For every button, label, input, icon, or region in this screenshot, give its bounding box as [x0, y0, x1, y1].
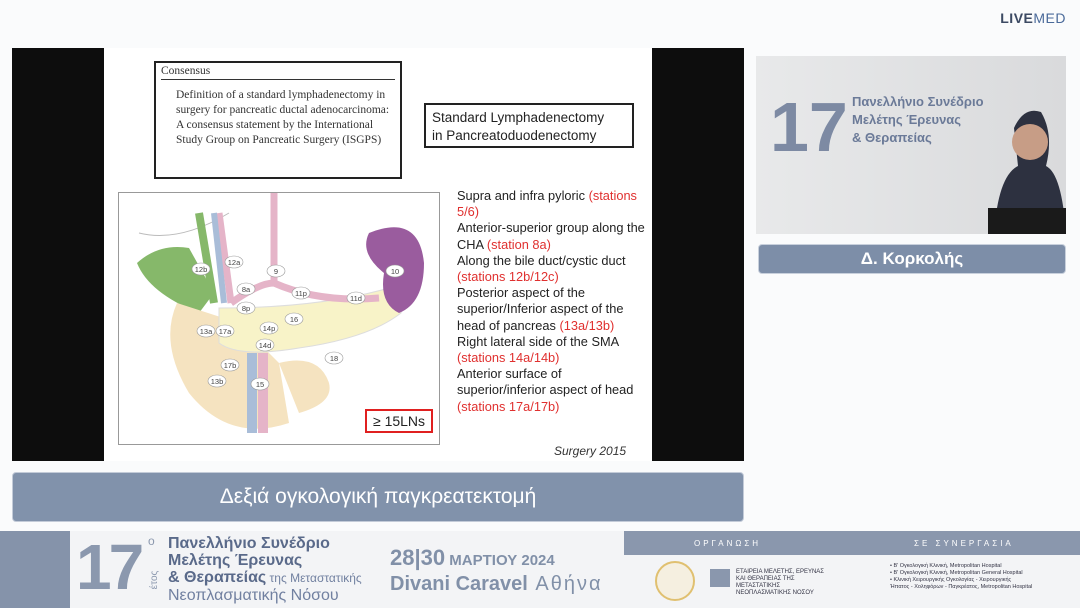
presentation-slide	[12, 48, 744, 461]
partner-item: • Κλινική Χειρουργικής Ογκολογίας - Χειρουργικής	[890, 577, 1012, 583]
conference-name: Πανελλήνιο Συνέδριο Μελέτης Έρευνας & Θεραπείας της Μεταστατικής Νεοπλασματικής Νόσου	[168, 535, 362, 604]
organizers-header: ΟΡΓΑΝΩΣΗ ΣΕ ΣΥΝΕΡΓΑΣΙΑ	[624, 531, 1080, 555]
edition-year-label: έτος	[149, 570, 160, 590]
station-label: 12a	[227, 258, 241, 267]
organizer-name: ΕΤΑΙΡΕΙΑ ΜΕΛΕΤΗΣ, ΕΡΕΥΝΑΣ ΚΑΙ ΘΕΡΑΠΕΙΑΣ ΤΗΣ ΜΕΤΑΣΤΑΤΙΚΗΣ ΝΕΟΠΛΑΣΜΑΤΙΚΗΣ ΝΟΣΟΥ	[736, 569, 825, 596]
station-label: 18	[329, 354, 339, 363]
slide-title-line1: Standard Lymphadenectomy	[432, 110, 605, 125]
station-item: Anterior-superior group along the CHA (station 8a)	[457, 220, 645, 252]
station-item: Posterior aspect of the superior/Inferior aspect of the head of pancreas (13a/13b)	[457, 285, 624, 333]
conference-emblem	[0, 531, 70, 608]
station-label: 13b	[210, 377, 224, 386]
station-list	[457, 188, 652, 415]
lecture-caption: Δεξιά ογκολογική παγκρεατεκτομή	[12, 472, 744, 522]
consensus-box	[154, 61, 402, 179]
slide-title-line2: in Pancreatoduodenectomy	[432, 128, 597, 143]
partner-item: • Β' Ογκολογική Κλινική, Metropolitan Hospital	[890, 563, 1002, 569]
station-item: Anterior surface of superior/inferior aspect of head (stations 17a/17b)	[457, 366, 634, 414]
svg-text:Πανελλήνιο Συνέδριο: Πανελλήνιο Συνέδριο	[852, 94, 984, 109]
citation: Surgery 2015	[554, 444, 627, 458]
consensus-header: Consensus	[161, 65, 395, 80]
station-label: 14p	[262, 324, 276, 333]
conference-date: 28|30 ΜΑΡΤΙΟΥ 2024	[390, 545, 555, 570]
consensus-body: Definition of a standard lymphadenectomy in surgery for pancreatic ductal adenocarcinoma: A consensus statement by the International Study Group on Pancreatic Surgery (ISGPS)	[176, 89, 390, 146]
society-seal-icon	[655, 561, 695, 601]
station-label: 9	[273, 267, 279, 276]
conference-venue: Divani Caravel Αθήνα	[390, 573, 603, 595]
slide-title-box	[424, 103, 634, 148]
station-label: 8p	[241, 304, 251, 313]
station-item: Along the bile duct/cystic duct (stations 12b/12c)	[457, 252, 626, 285]
station-label: 16	[289, 315, 299, 324]
pancreas-diagram	[118, 192, 440, 445]
partner-item: Ήπατος - Χοληφόρων - Παγκρέατος, Metropolitan Hospital	[890, 584, 1033, 590]
society-logo-icon	[710, 569, 730, 587]
station-label: 14d	[258, 341, 272, 350]
station-item: Right lateral side of the SMA (stations 14a/14b)	[457, 333, 619, 366]
edition-number: 17	[76, 531, 142, 603]
station-label: 11p	[295, 289, 307, 298]
station-label: 15	[255, 380, 265, 389]
station-label: 11d	[350, 294, 362, 303]
station-label: 8a	[241, 285, 251, 294]
station-label: 17a	[218, 327, 232, 336]
station-label: 12b	[194, 265, 208, 274]
edition-sup: ο	[148, 534, 155, 548]
svg-text:17: 17	[770, 88, 848, 166]
conference-banner	[0, 531, 1080, 608]
ln-count-badge: ≥ 15LNs	[365, 409, 433, 433]
partners-list	[890, 563, 1032, 591]
station-label: 10	[390, 267, 400, 276]
speaker-name: Δ. Κορκολής	[758, 244, 1066, 274]
livemed-logo: LIVEMED	[1000, 10, 1066, 26]
station-item: Supra and infra pyloric (stations 5/6)	[457, 188, 637, 220]
speaker-video	[756, 56, 1066, 234]
partner-item: • Β' Ογκολογική Κλινική, Metropolitan General Hospital	[890, 570, 1023, 576]
svg-text:Μελέτης Έρευνας: Μελέτης Έρευνας	[852, 112, 962, 127]
slide-content	[104, 48, 652, 461]
station-label: 13a	[199, 327, 213, 336]
station-label: 17b	[223, 361, 237, 370]
speaker-video-frame	[756, 56, 1066, 234]
svg-text:& Θεραπείας: & Θεραπείας	[852, 130, 932, 145]
